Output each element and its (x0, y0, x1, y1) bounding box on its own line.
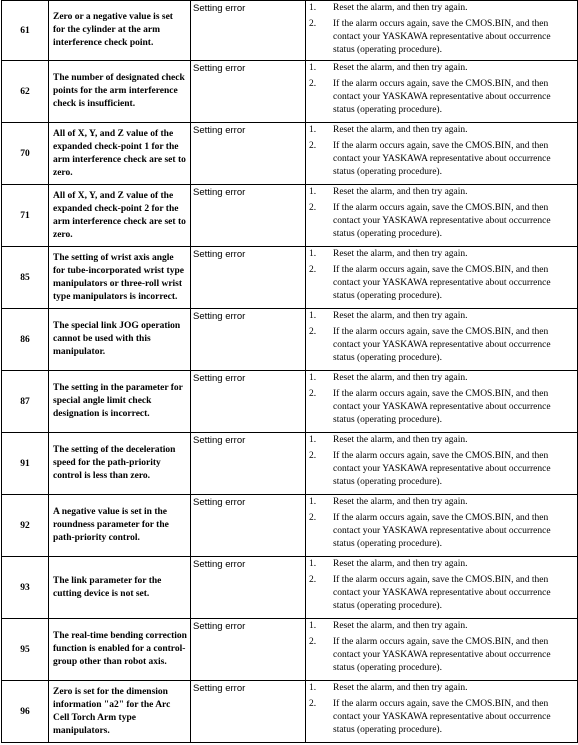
alarm-remedy (306, 433, 578, 495)
alarm-error-type: Setting error (191, 309, 306, 371)
step-number: 1. (309, 559, 317, 569)
remedy-step-2 (306, 574, 573, 613)
alarm-description: The real-time bending correction function is enabled for a control-group other than robot axis. (49, 619, 191, 681)
step-number: 2. (309, 141, 317, 151)
alarm-error-type: Setting error (191, 681, 306, 743)
step-text: Reset the alarm, and then try again. (333, 559, 468, 569)
alarm-description: The special link JOG operation cannot be used with this manipulator. (49, 309, 191, 371)
alarm-remedy (306, 185, 578, 247)
alarm-table (1, 0, 578, 743)
step-text: If the alarm occurs again, save the CMOS.BIN, and then contact your YASKAWA representative about occurrence status (operating procedure). (333, 389, 551, 425)
alarm-code: 92 (2, 495, 49, 557)
alarm-error-type: Setting error (191, 61, 306, 123)
alarm-description: The setting of the deceleration speed for the path-priority control is less than zero. (49, 433, 191, 495)
alarm-code: 70 (2, 123, 49, 185)
alarm-error-type: Setting error (191, 557, 306, 619)
remedy-step-2 (306, 202, 573, 241)
remedy-step-1 (306, 496, 573, 509)
alarm-row (2, 185, 578, 247)
alarm-code: 71 (2, 185, 49, 247)
step-text: Reset the alarm, and then try again. (333, 63, 468, 73)
remedy-step-2 (306, 636, 573, 675)
step-text: Reset the alarm, and then try again. (333, 311, 468, 321)
alarm-row (2, 247, 578, 309)
step-number: 2. (309, 575, 317, 585)
remedy-step-1 (306, 372, 573, 385)
step-number: 1. (309, 187, 317, 197)
step-text: If the alarm occurs again, save the CMOS.BIN, and then contact your YASKAWA representative about occurrence status (operating procedure). (333, 637, 551, 673)
alarm-remedy (306, 61, 578, 123)
alarm-code: 61 (2, 1, 49, 61)
alarm-code: 62 (2, 61, 49, 123)
remedy-step-2 (306, 450, 573, 489)
alarm-remedy (306, 619, 578, 681)
remedy-step-1 (306, 620, 573, 633)
remedy-step-1 (306, 2, 573, 15)
step-text: If the alarm occurs again, save the CMOS.BIN, and then contact your YASKAWA representative about occurrence status (operating procedure). (333, 513, 551, 549)
step-number: 2. (309, 637, 317, 647)
step-number: 1. (309, 373, 317, 383)
step-number: 2. (309, 699, 317, 709)
alarm-remedy (306, 247, 578, 309)
alarm-row (2, 495, 578, 557)
step-number: 2. (309, 327, 317, 337)
step-number: 2. (309, 19, 317, 29)
alarm-row (2, 123, 578, 185)
alarm-remedy (306, 123, 578, 185)
remedy-step-1 (306, 682, 573, 695)
step-text: Reset the alarm, and then try again. (333, 373, 468, 383)
alarm-row (2, 619, 578, 681)
remedy-step-1 (306, 434, 573, 447)
alarm-row (2, 433, 578, 495)
step-text: Reset the alarm, and then try again. (333, 497, 468, 507)
step-text: If the alarm occurs again, save the CMOS.BIN, and then contact your YASKAWA representative about occurrence status (operating procedure). (333, 79, 551, 115)
step-text: If the alarm occurs again, save the CMOS.BIN, and then contact your YASKAWA representative about occurrence status (operating procedure). (333, 19, 551, 55)
alarm-error-type: Setting error (191, 247, 306, 309)
alarm-table-body (2, 1, 578, 743)
alarm-description: All of X, Y, and Z value of the expanded check-point 2 for the arm interference check are set to zero. (49, 185, 191, 247)
step-text: Reset the alarm, and then try again. (333, 187, 468, 197)
alarm-code: 91 (2, 433, 49, 495)
remedy-step-1 (306, 124, 573, 137)
remedy-step-2 (306, 512, 573, 551)
alarm-error-type: Setting error (191, 433, 306, 495)
step-text: If the alarm occurs again, save the CMOS.BIN, and then contact your YASKAWA representative about occurrence status (operating procedure). (333, 141, 551, 177)
step-number: 1. (309, 249, 317, 259)
step-number: 1. (309, 63, 317, 73)
remedy-step-1 (306, 248, 573, 261)
step-number: 2. (309, 513, 317, 523)
remedy-step-1 (306, 310, 573, 323)
alarm-code: 87 (2, 371, 49, 433)
step-number: 2. (309, 451, 317, 461)
step-text: Reset the alarm, and then try again. (333, 435, 468, 445)
step-number: 2. (309, 265, 317, 275)
step-text: If the alarm occurs again, save the CMOS.BIN, and then contact your YASKAWA representative about occurrence status (operating procedure). (333, 451, 551, 487)
remedy-step-2 (306, 18, 573, 57)
alarm-remedy (306, 1, 578, 61)
step-number: 1. (309, 683, 317, 693)
step-text: Reset the alarm, and then try again. (333, 249, 468, 259)
alarm-description: The number of designated check points for the arm interference check is insufficient. (49, 61, 191, 123)
alarm-error-type: Setting error (191, 185, 306, 247)
remedy-step-1 (306, 186, 573, 199)
step-number: 2. (309, 79, 317, 89)
remedy-step-2 (306, 78, 573, 117)
alarm-code: 96 (2, 681, 49, 743)
remedy-step-1 (306, 62, 573, 75)
alarm-row (2, 309, 578, 371)
alarm-remedy (306, 557, 578, 619)
alarm-row (2, 61, 578, 123)
alarm-row (2, 681, 578, 743)
step-number: 1. (309, 311, 317, 321)
alarm-description: All of X, Y, and Z value of the expanded check-point 1 for the arm interference check are set to zero. (49, 123, 191, 185)
step-number: 1. (309, 3, 317, 13)
remedy-step-2 (306, 140, 573, 179)
step-number: 1. (309, 497, 317, 507)
alarm-code: 95 (2, 619, 49, 681)
alarm-remedy (306, 371, 578, 433)
step-text: If the alarm occurs again, save the CMOS.BIN, and then contact your YASKAWA representative about occurrence status (operating procedure). (333, 265, 551, 301)
step-text: If the alarm occurs again, save the CMOS.BIN, and then contact your YASKAWA representative about occurrence status (operating procedure). (333, 327, 551, 363)
step-text: Reset the alarm, and then try again. (333, 125, 468, 135)
step-number: 1. (309, 125, 317, 135)
alarm-code: 85 (2, 247, 49, 309)
remedy-step-2 (306, 326, 573, 365)
alarm-error-type: Setting error (191, 619, 306, 681)
alarm-remedy (306, 309, 578, 371)
alarm-error-type: Setting error (191, 495, 306, 557)
step-text: Reset the alarm, and then try again. (333, 621, 468, 631)
alarm-row (2, 1, 578, 61)
step-text: Reset the alarm, and then try again. (333, 3, 468, 13)
step-number: 2. (309, 389, 317, 399)
step-text: If the alarm occurs again, save the CMOS.BIN, and then contact your YASKAWA representative about occurrence status (operating procedure). (333, 699, 551, 735)
alarm-error-type: Setting error (191, 123, 306, 185)
alarm-description: A negative value is set in the roundness parameter for the path-priority control. (49, 495, 191, 557)
alarm-error-type: Setting error (191, 1, 306, 61)
alarm-description: Zero is set for the dimension information "a2" for the Arc Cell Torch Arm type manipulators. (49, 681, 191, 743)
alarm-code: 86 (2, 309, 49, 371)
alarm-remedy (306, 681, 578, 743)
step-text: If the alarm occurs again, save the CMOS.BIN, and then contact your YASKAWA representative about occurrence status (operating procedure). (333, 575, 551, 611)
alarm-description: Zero or a negative value is set for the cylinder at the arm interference check point. (49, 1, 191, 61)
alarm-error-type: Setting error (191, 371, 306, 433)
alarm-description: The setting of wrist axis angle for tube-incorporated wrist type manipulators or three-roll wrist type manipulators is incorrect. (49, 247, 191, 309)
step-number: 1. (309, 435, 317, 445)
step-text: If the alarm occurs again, save the CMOS.BIN, and then contact your YASKAWA representative about occurrence status (operating procedure). (333, 203, 551, 239)
step-number: 2. (309, 203, 317, 213)
remedy-step-1 (306, 558, 573, 571)
alarm-row (2, 557, 578, 619)
remedy-step-2 (306, 698, 573, 737)
remedy-step-2 (306, 388, 573, 427)
alarm-code: 93 (2, 557, 49, 619)
step-text: Reset the alarm, and then try again. (333, 683, 468, 693)
remedy-step-2 (306, 264, 573, 303)
alarm-row (2, 371, 578, 433)
step-number: 1. (309, 621, 317, 631)
alarm-remedy (306, 495, 578, 557)
alarm-description: The link parameter for the cutting device is not set. (49, 557, 191, 619)
alarm-description: The setting in the parameter for special angle limit check designation is incorrect. (49, 371, 191, 433)
